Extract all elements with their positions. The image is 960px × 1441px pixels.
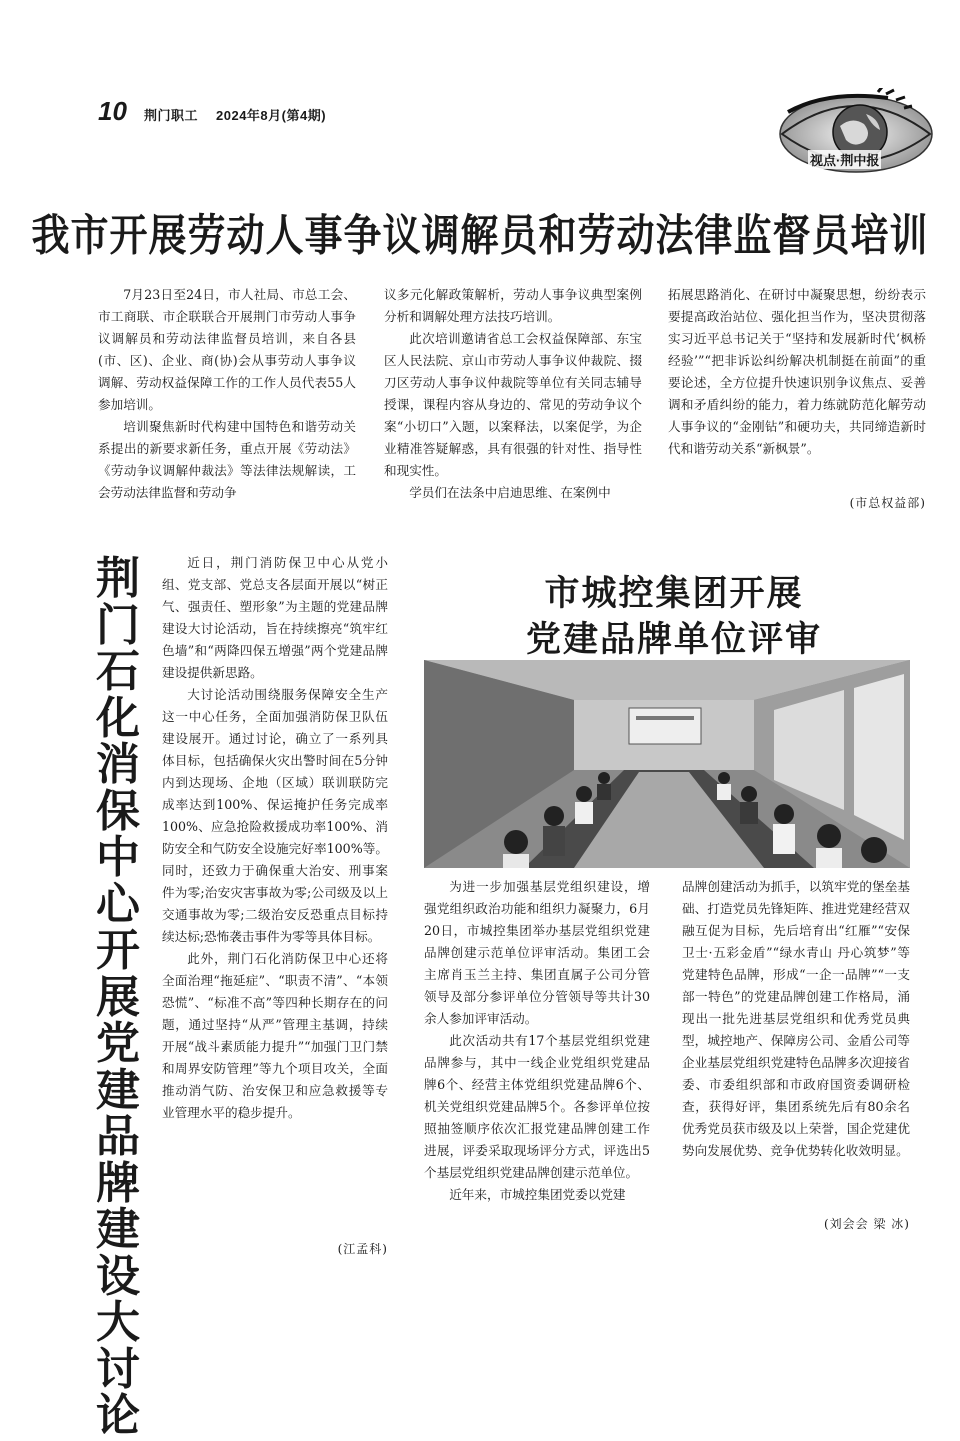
paragraph: 近年来，市城控集团党委以党建: [449, 1187, 626, 1202]
paragraph: 近日，荆门消防保卫中心从党小组、党支部、党总支各层面开展以“树正气、强责任、塑形象”为主题的党建品牌建设大讨论活动，旨在持续擦亮“筑牢红色墙”和“两降四保五增强”两个党建品牌建设提供新思路。: [162, 555, 388, 680]
article1-headline: 我市开展劳动人事争议调解员和劳动法律监督员培训: [31, 210, 929, 261]
paragraph: 学员们在法条中启迪思维、在案例中: [409, 485, 611, 500]
paragraph: 此次培训邀请省总工会权益保障部、东宝区人民法院、京山市劳动人事争议仲裁院、掇刀区劳动人事争议仲裁院等单位有关同志辅导授课，课程内容从身边的、常见的劳动争议个案“小切口”入题，以案释法，以案促学，为企业精准答疑解惑，具有很强的针对性、指导性和现实性。: [384, 331, 642, 478]
article1-column-2: [384, 284, 642, 504]
paragraph: 7月23日至24日，市人社局、市总工会、市工商联、市企联联合开展荆门市劳动人事争议调解员和劳动法律监督员培训，来自各县(市、区)、企业、商(协)会从事劳动人事争议调解、劳动权益保障工作的工作人员代表55人参加培训。: [98, 287, 356, 412]
paragraph: 为进一步加强基层党组织建设，增强党组织政治功能和组织力凝聚力，6月20日，市城控集团举办基层党组织党建品牌创建示范单位评审活动。集团工会主席肖玉兰主持、集团直属子公司分管领导及部分参评单位分管领导等共计30余人参加评审活动。: [424, 879, 650, 1026]
article2-headline: 荆门石化消保中心开展党建品牌建设大讨论: [96, 553, 140, 1441]
paragraph-continued: 拓展思路消化、在研讨中凝聚思想，纷纷表示要提高政治站位、强化担当作为，坚决贯彻落实习近平总书记关于“坚持和发展新时代‘枫桥经验’”“把非诉讼纠纷解决机制挺在前面”的重要论述，全方位提升快速识别争议焦点、妥善调和矛盾纠纷的能力，着力练就防范化解劳动人事争议的“金刚钻”和硬功夫，共同缔造新时代和谐劳动关系“新枫景”。: [668, 287, 926, 456]
meeting-photo: [424, 660, 910, 868]
paragraph: 培训聚焦新时代构建中国特色和谐劳动关系提出的新要求新任务，重点开展《劳动法》《劳动争议调解仲裁法》等法律法规解读，工会劳动法律监督和劳动争: [98, 419, 356, 500]
article3-headline-line2: 党建品牌单位评审: [525, 619, 822, 660]
paragraph: 此次活动共有17个基层党组织党建品牌参与，其中一线企业党组织党建品牌6个、经营主体党组织党建品牌6个、机关党组织党建品牌5个。各参评单位按照抽签顺序依次汇报党建品牌创建工作进展，评委采取现场评分方式，评选出5个基层党组织党建品牌创建示范单位。: [424, 1033, 650, 1180]
paragraph-continued: 议多元化解政策解析，劳动人事争议典型案例分析和调解处理方法技巧培训。: [384, 287, 642, 324]
paragraph-continued: 品牌创建活动为抓手，以筑牢党的堡垒基础、打造党员先锋矩阵、推进党建经营双融互促为目标，先后培育出“红雁”“安保卫士·五彩金盾”“绿水青山 丹心筑梦”等党建特色品牌，形成“一企一品牌”“一支部一特色”的党建品牌创建工作格局，涌现出一批先进基层党组织和优秀党员典型，城控地产、保障房公司、金盾公司等企业基层党组织党建特色品牌多次迎接省委、市委组织部和市政府国资委调研检查，获得好评，集团系统先后有80余名优秀党员获市级及以上荣誉，国企党建优势向发展优势、竞争优势转化收效明显。: [682, 879, 910, 1158]
article3-byline: (刘会会 梁 冰): [824, 1217, 910, 1231]
article1-column-1: [98, 284, 356, 504]
page-number: 10: [98, 96, 127, 126]
section-emblem-icon: [768, 88, 938, 184]
article3-headline-line1: 市城控集团开展: [544, 573, 804, 614]
article2-byline: (江孟科): [337, 1242, 388, 1256]
issue-date: 2024年8月(第4期): [216, 108, 327, 123]
article3-column-2: [682, 876, 910, 1162]
publication-name: 荆门职工: [144, 108, 199, 123]
article1-column-3: [668, 284, 926, 460]
article2-body: [162, 552, 388, 1124]
paragraph: 此外，荆门石化消防保卫中心还将全面治理“拖延症”、“职责不清”、“本领恐慌”、“标准不高”等四种长期存在的问题，通过坚持“从严”管理主基调，持续开展“战斗素质能力提升”“加强门卫门禁和周界安防管理”等九个项目攻关，全面推动消气防、治安保卫和应急救援等专业管理水平的稳步提升。: [162, 951, 388, 1120]
article1-byline: (市总权益部): [849, 496, 926, 510]
paragraph: 大讨论活动围绕服务保障安全生产这一中心任务，全面加强消防保卫队伍建设展开。通过讨论，确立了一系列具体目标，包括确保火灾出警时间在5分钟内到达现场、企地（区域）联训联防完成率达到100%、保运掩护任务完成率100%、应急抢险救援成功率100%、消防安全和气防安全设施完好率100%等。同时，还致力于确保重大治安、刑事案件为零;治安灾害事故为零;公司级及以上交通事故为零;二级治安反恐重点目标持续达标;恐怖袭击事件为零等具体目标。: [162, 687, 388, 944]
masthead: [144, 105, 344, 124]
section-label: 视点·荆中报: [808, 150, 881, 169]
article3-column-1: [424, 876, 650, 1206]
